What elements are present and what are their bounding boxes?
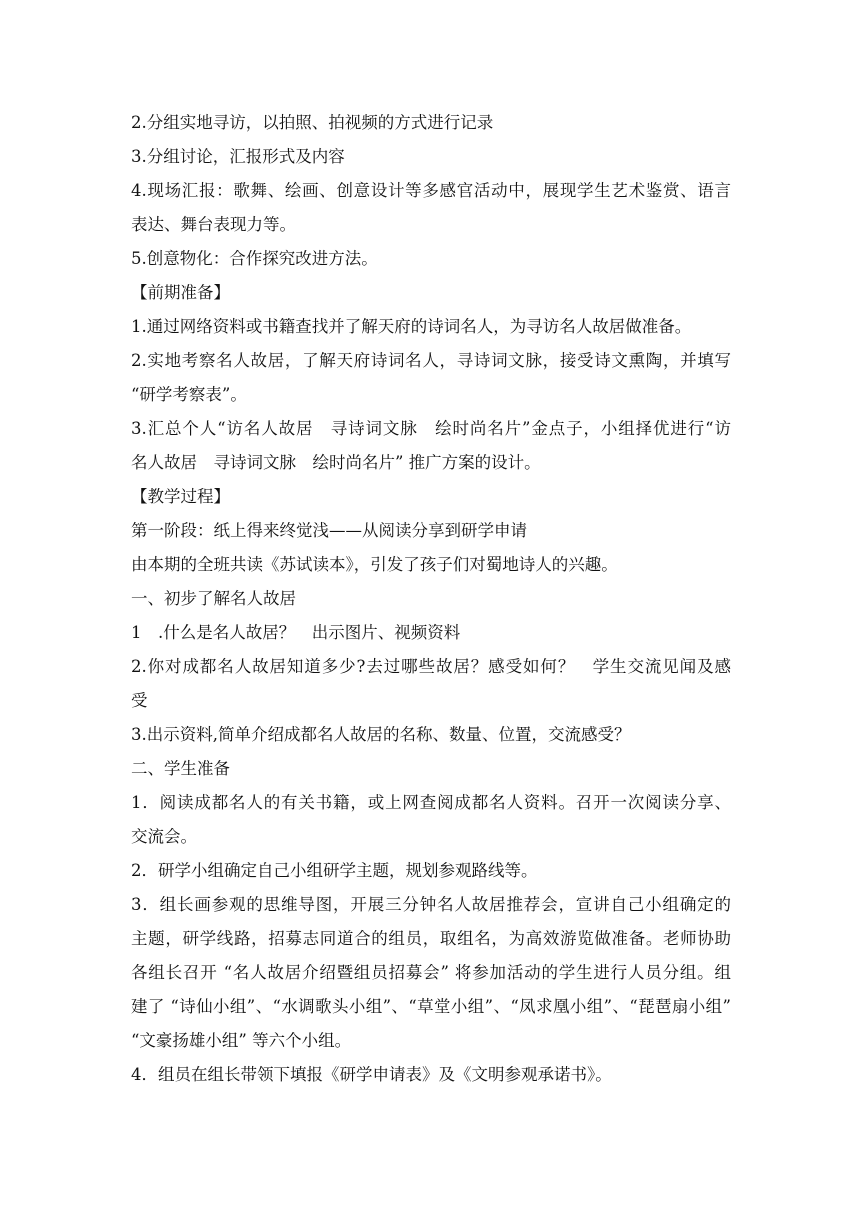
subsection-heading: 二、学生准备 [131, 759, 230, 778]
text-line: 建了 “诗仙小组”、“水调歌头小组”、“草堂小组”、“凤求凰小组”、“琵琶扇小组” [131, 997, 731, 1016]
text-line: “文豪扬雄小组” 等六个小组。 [131, 1031, 352, 1050]
text-line: 2.实地考察名人故居，了解天府诗词名人，寻诗词文脉，接受诗文熏陶，并填写 [131, 351, 731, 370]
text-line: 3.汇总个人“访名人故居 寻诗词文脉 绘时尚名片”金点子，小组择优进行“访 [131, 419, 731, 438]
text-line: 受 [131, 691, 148, 710]
text-line: 3.分组讨论，汇报形式及内容 [131, 147, 345, 166]
text-line: 表达、舞台表现力等。 [131, 215, 296, 234]
text-line: “研学考察表”。 [131, 385, 247, 404]
text-line: 1.通过网络资料或书籍查找并了解天府的诗词名人，为寻访名人故居做准备。 [131, 317, 692, 336]
text-line: 主题，研学线路，招募志同道合的组员，取组名，为高效游览做准备。老师协助 [131, 929, 731, 948]
text-line: 交流会。 [131, 827, 197, 846]
text-line: 2.你对成都名人故居知道多少?去过哪些故居？感受如何？ 学生交流见闻及感 [131, 657, 731, 676]
text-line: 1．阅读成都名人的有关书籍，或上网查阅成都名人资料。召开一次阅读分享、 [131, 793, 731, 812]
text-line: 名人故居 寻诗词文脉 绘时尚名片” 推广方案的设计。 [131, 453, 541, 472]
document-body [131, 106, 731, 1092]
section-heading: 【教学过程】 [131, 487, 230, 506]
text-line: 2．研学小组确定自己小组研学主题，规划参观路线等。 [131, 861, 538, 880]
text-line: 3．组长画参观的思维导图，开展三分钟名人故居推荐会，宣讲自己小组确定的 [131, 895, 731, 914]
text-line: 4．组员在组长带领下填报《研学申请表》及《文明参观承诺书》。 [131, 1065, 612, 1084]
section-heading: 【前期准备】 [131, 283, 230, 302]
text-line: 2.分组实地寻访，以拍照、拍视频的方式进行记录 [131, 113, 494, 132]
text-line: 由本期的全班共读《苏试读本》，引发了孩子们对蜀地诗人的兴趣。 [131, 555, 618, 574]
subsection-heading: 一、初步了解名人故居 [131, 589, 296, 608]
text-line: 3.出示资料,简单介绍成都名人故居的名称、数量、位置，交流感受？ [131, 725, 631, 744]
text-line: 4.现场汇报：歌舞、绘画、创意设计等多感官活动中，展现学生艺术鉴赏、语言 [131, 181, 731, 200]
text-line: 各组长召开 “名人故居介绍暨组员招募会” 将参加活动的学生进行人员分组。组 [131, 963, 731, 982]
text-line: 5.创意物化：合作探究改进方法。 [131, 249, 378, 268]
text-line: 第一阶段：纸上得来终觉浅——从阅读分享到研学申请 [131, 521, 527, 540]
text-line: 1 .什么是名人故居？ 出示图片、视频资料 [131, 623, 461, 642]
